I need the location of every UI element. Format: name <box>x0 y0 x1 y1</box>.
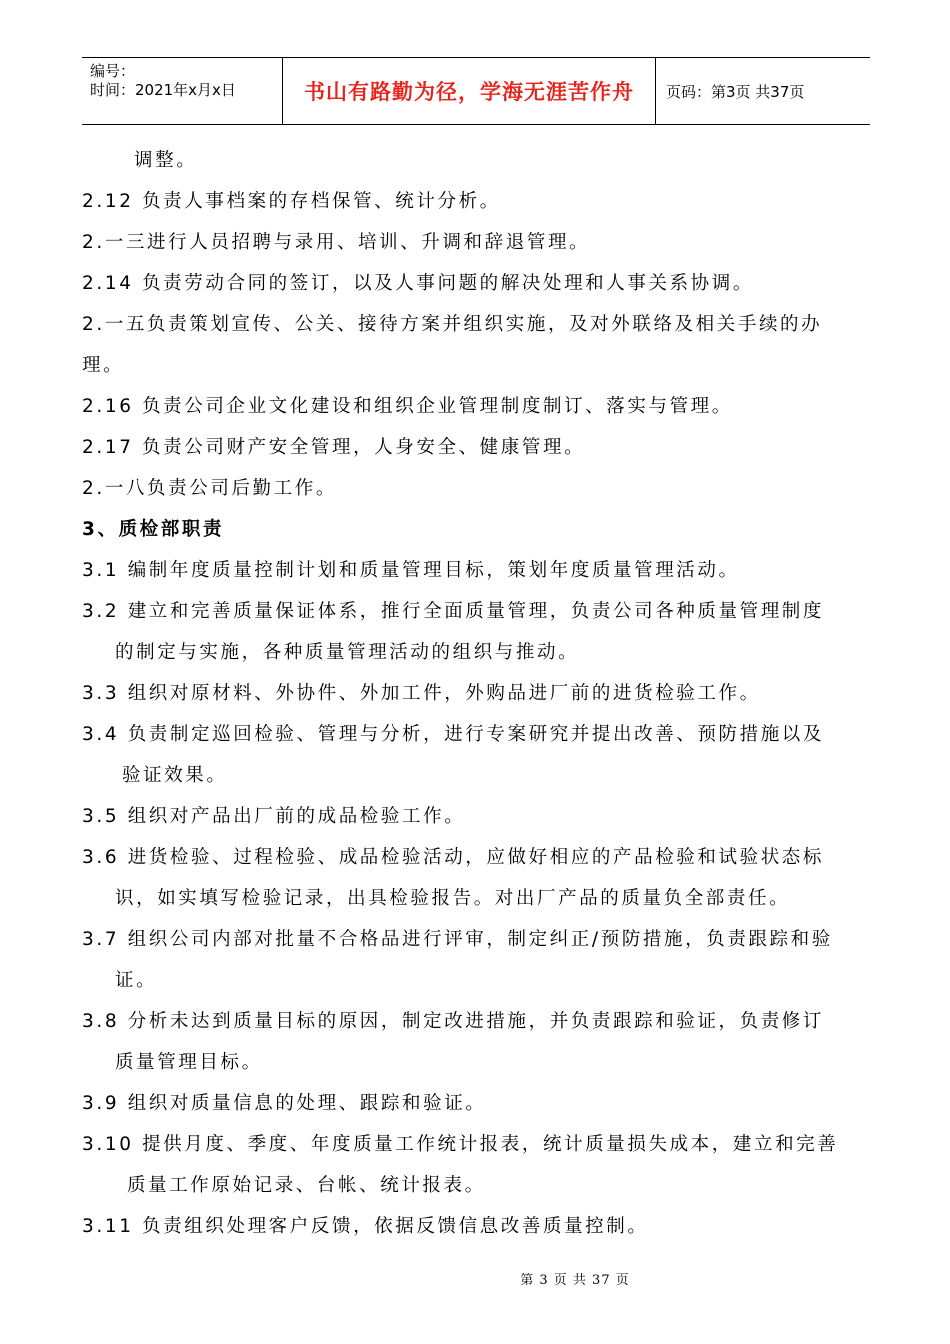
paragraph-text: 3.6 进货检验、过程检验、成品检验活动，应做好相应的产品检验和试验状态标 <box>82 847 825 868</box>
paragraph <box>82 468 872 509</box>
paragraph <box>82 919 872 1001</box>
paragraph-text-continued: 验证效果。 <box>122 765 228 786</box>
header-meta <box>82 58 282 124</box>
paragraph-text-continued: 证。 <box>115 970 158 991</box>
header-page-code: 页码：第3页 共37页 <box>666 82 805 101</box>
paragraph-text: 2.16 负责公司企业文化建设和组织企业管理制度制订、落实与管理。 <box>82 396 733 417</box>
paragraph <box>82 1001 872 1083</box>
paragraph-text: 3.9 组织对质量信息的处理、跟踪和验证。 <box>82 1093 487 1114</box>
paragraph <box>82 1083 872 1124</box>
paragraph <box>82 1206 872 1247</box>
paragraph-continuation <box>82 140 872 181</box>
paragraph-text: 3.2 建立和完善质量保证体系，推行全面质量管理，负责公司各种质量管理制度 <box>82 601 825 622</box>
paragraph-text-continued: 理。 <box>82 355 125 376</box>
paragraph <box>82 796 872 837</box>
paragraph <box>82 181 872 222</box>
document-time-label: 时间：2021年x月x日 <box>90 81 236 99</box>
paragraph-text: 3.7 组织公司内部对批量不合格品进行评审，制定纠正/预防措施，负责跟踪和验 <box>82 929 833 950</box>
paragraph-text-continued: 识，如实填写检验记录，出具检验报告。对出厂产品的质量负全部责任。 <box>115 888 791 909</box>
paragraph-text: 2.一八负责公司后勤工作。 <box>82 478 337 499</box>
document-number-label: 编号： <box>90 62 136 80</box>
paragraph-text: 2.一五负责策划宣传、公关、接待方案并组织实施，及对外联络及相关手续的办 <box>82 314 823 335</box>
paragraph <box>82 837 872 919</box>
paragraph-text: 3.3 组织对原材料、外协件、外加工件，外购品进厂前的进货检验工作。 <box>82 683 761 704</box>
paragraph-text: 3.5 组织对产品出厂前的成品检验工作。 <box>82 806 466 827</box>
paragraph-text-continued: 的制定与实施，各种质量管理活动的组织与推动。 <box>115 642 580 663</box>
paragraph <box>82 304 872 386</box>
paragraph <box>82 427 872 468</box>
paragraph <box>82 263 872 304</box>
paragraph <box>82 1124 872 1206</box>
paragraph <box>82 591 872 673</box>
paragraph <box>82 673 872 714</box>
paragraph <box>82 714 872 796</box>
paragraph-text-continued: 质量工作原始记录、台帐、统计报表。 <box>127 1175 486 1196</box>
footer-page-number: 第 3 页 共 37 页 <box>520 1273 630 1288</box>
paragraph-text: 调整。 <box>134 150 198 171</box>
paragraph <box>82 386 872 427</box>
paragraph-text: 3.1 编制年度质量控制计划和质量管理目标，策划年度质量管理活动。 <box>82 560 740 581</box>
paragraph-text: 2.12 负责人事档案的存档保管、统计分析。 <box>82 191 501 212</box>
paragraph-text-continued: 质量管理目标。 <box>115 1052 263 1073</box>
page-header <box>82 57 870 125</box>
paragraph <box>82 550 872 591</box>
document-body <box>82 140 872 1247</box>
paragraph <box>82 222 872 263</box>
paragraph-text: 3.11 负责组织处理客户反馈，依据反馈信息改善质量控制。 <box>82 1216 649 1237</box>
paragraph-text: 2.14 负责劳动合同的签订，以及人事问题的解决处理和人事关系协调。 <box>82 273 754 294</box>
paragraph-text: 3.8 分析未达到质量目标的原因，制定改进措施，并负责跟踪和验证，负责修订 <box>82 1011 825 1032</box>
paragraph-text: 2.一三进行人员招聘与录用、培训、升调和辞退管理。 <box>82 232 591 253</box>
paragraph-text: 3.10 提供月度、季度、年度质量工作统计报表，统计质量损失成本，建立和完善 <box>82 1134 839 1155</box>
paragraph-text: 3.4 负责制定巡回检验、管理与分析，进行专案研究并提出改善、预防措施以及 <box>82 724 825 745</box>
header-motto: 书山有路勤为径，学海无涯苦作舟 <box>282 58 656 124</box>
section-heading-text: 3、质检部职责 <box>82 519 225 540</box>
page-footer <box>0 1269 950 1288</box>
section-heading <box>82 509 872 550</box>
paragraph-text: 2.17 负责公司财产安全管理，人身安全、健康管理。 <box>82 437 586 458</box>
